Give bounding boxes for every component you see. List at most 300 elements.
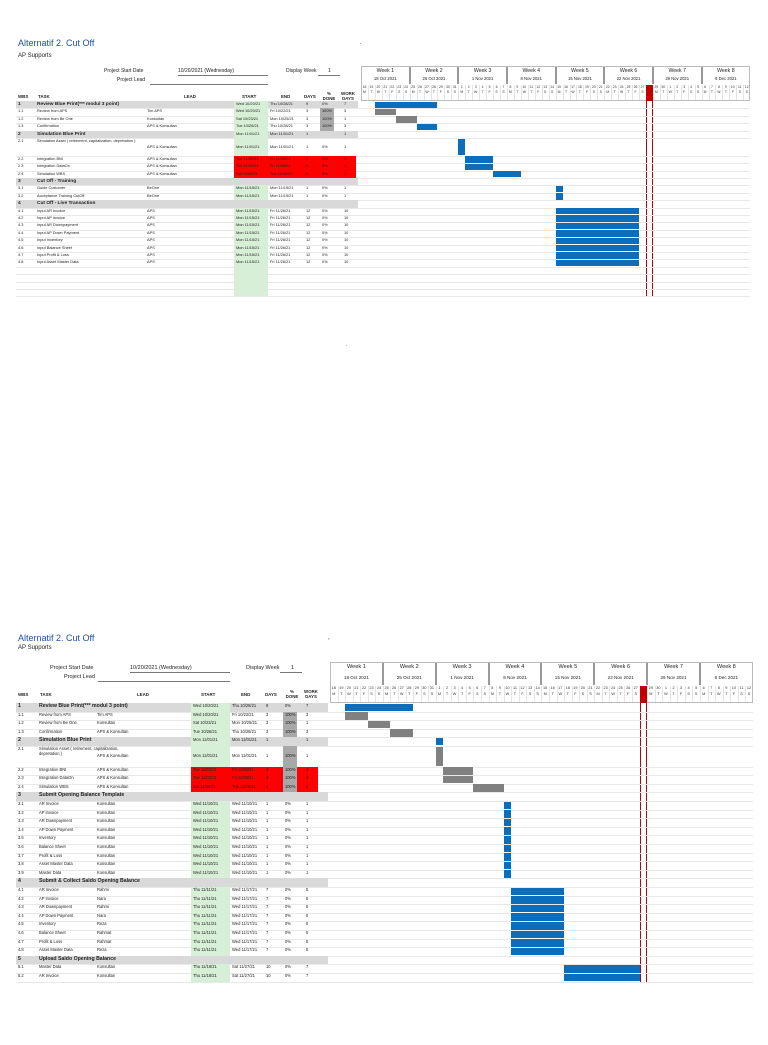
workdays-cell: 3 — [306, 728, 309, 734]
gantt-bar[interactable] — [473, 784, 503, 792]
day-letter: F — [488, 90, 491, 95]
day-number: 12 — [744, 85, 749, 89]
gantt-bar[interactable] — [511, 905, 564, 913]
pct-cell: 0% — [322, 214, 328, 220]
start-cell: Mon 11/01/21 — [236, 130, 260, 136]
task-name[interactable]: Balance Sheet — [39, 844, 66, 850]
day-letter: S — [423, 691, 426, 696]
week-name: Week 8 — [716, 664, 736, 670]
week-underline — [280, 672, 302, 673]
gantt-bar[interactable] — [511, 913, 564, 921]
week-name: Week 6 — [611, 664, 631, 670]
gantt-bar[interactable] — [511, 931, 564, 939]
days-cell: 1 — [266, 809, 269, 815]
task-name[interactable]: Integration DataOn — [39, 775, 74, 781]
day-number: 6 — [704, 85, 706, 89]
task-name[interactable]: Input AP Down Payment — [37, 229, 80, 235]
col-lead: LEAD — [184, 94, 196, 99]
gantt-bar[interactable] — [443, 767, 473, 775]
row-divider — [16, 274, 750, 275]
start-cell: Thu 11/11/21 — [193, 921, 217, 927]
gantt-bar[interactable] — [458, 139, 465, 156]
day-letter: T — [370, 90, 373, 95]
pct-cell: 0% — [285, 801, 291, 807]
days-cell: 3 — [306, 115, 309, 121]
day-letter: M — [411, 90, 415, 95]
lead-cell: Nara — [97, 912, 106, 918]
gantt-bar[interactable] — [504, 827, 512, 835]
task-name[interactable]: Input Profit & Loss — [37, 251, 69, 257]
lead-cell: APS & Konsultan — [97, 775, 129, 781]
start-cell: Mon 11/15/21 — [236, 229, 260, 235]
workdays-cell: 1 — [306, 818, 309, 824]
day-number: 5 — [488, 85, 491, 89]
start-cell: Wed 11/10/21 — [193, 852, 219, 858]
days-cell: 3 — [306, 108, 309, 114]
day-number: 28 — [407, 686, 412, 690]
day-letter: S — [446, 90, 449, 95]
task-name[interactable]: Integration BNI — [39, 766, 67, 772]
day-letter: M — [363, 90, 366, 95]
day-letter: S — [398, 90, 401, 95]
lead-cell: Tim APS — [97, 711, 113, 717]
day-letter: M — [508, 90, 512, 95]
sheet-subtitle: AP Supports — [18, 645, 52, 651]
wbs-cell: 3 — [18, 792, 21, 799]
day-letter: F — [415, 691, 418, 696]
workdays-cell: 1 — [306, 835, 309, 841]
task-name[interactable]: AP Invoice — [39, 809, 59, 815]
start-cell: Thu 11/11/21 — [193, 887, 217, 893]
day-letter: W — [474, 90, 478, 95]
wbs-cell: 4.3 — [18, 222, 24, 228]
task-name[interactable]: Profit & Loss — [39, 938, 63, 944]
lead-cell: APS & Konsultan — [97, 728, 129, 734]
wbs-cell: 3.6 — [18, 844, 24, 850]
days-cell: 1 — [266, 835, 269, 841]
task-name[interactable]: Master Data — [39, 869, 62, 875]
workdays-cell: 7 — [306, 973, 309, 979]
day-number: 8 — [717, 85, 720, 89]
day-number: 23 — [397, 85, 402, 89]
task-name[interactable]: Input Balance Sheet — [37, 244, 73, 250]
day-letter: T — [460, 691, 464, 696]
gantt-bar[interactable] — [511, 888, 564, 896]
day-number: 8 — [509, 85, 512, 89]
col-days: DAYS — [304, 94, 316, 99]
pct-cell: 100% — [322, 115, 332, 121]
gantt-bar[interactable] — [375, 102, 438, 108]
task-name[interactable]: Guide Customer — [37, 185, 66, 191]
task-name[interactable]: Review from Be One — [37, 115, 73, 121]
gantt-bar[interactable] — [504, 819, 512, 827]
task-name[interactable]: Input Asset Master Data — [37, 259, 79, 265]
gantt-bar[interactable] — [511, 896, 564, 904]
day-letter: F — [732, 691, 736, 696]
task-name[interactable]: Input AP Invoice — [37, 214, 66, 220]
day-letter: F — [634, 90, 637, 95]
lead-cell: Konsultan — [97, 844, 116, 850]
task-name[interactable]: Input AR Invoice — [37, 207, 66, 213]
day-letter: S — [696, 90, 700, 95]
gantt-bar[interactable] — [345, 712, 368, 720]
task-name[interactable]: AR Invoice — [39, 973, 59, 979]
day-letter: W — [664, 691, 668, 696]
day-number: 23 — [603, 686, 608, 690]
wbs-cell: 2.2 — [18, 155, 24, 161]
gantt-bar[interactable] — [504, 862, 512, 870]
task-name[interactable]: Integration DataOn — [37, 163, 70, 169]
start-fill — [234, 267, 268, 274]
gantt-bar[interactable] — [564, 965, 640, 973]
display-week-value[interactable]: 1 — [291, 665, 295, 671]
day-letter: T — [710, 691, 713, 696]
pct-cell: 0% — [322, 259, 328, 265]
gantt-bar[interactable] — [396, 116, 417, 122]
task-name[interactable]: Cut Off - Live Transaction — [37, 201, 96, 207]
days-cell: 12 — [306, 259, 311, 265]
day-letter: T — [627, 90, 630, 95]
day-letter: S — [483, 691, 487, 696]
days-cell: 4 — [306, 163, 309, 169]
gantt-bar[interactable] — [556, 223, 639, 229]
week-date: 25 Oct 2021 — [396, 674, 422, 680]
day-number: 21 — [598, 85, 603, 89]
trailing-mark: . — [346, 342, 348, 348]
lead-cell: Konsultan — [97, 852, 116, 858]
day-letter: S — [475, 691, 479, 696]
week-date: 18 Oct 2021 — [343, 674, 369, 680]
start-cell: Thu 11/11/21 — [193, 912, 217, 918]
start-cell: Tue 11/02/21 — [236, 155, 259, 161]
days-cell: 12 — [306, 251, 311, 257]
lead-cell: APS — [147, 214, 155, 220]
day-letter: F — [362, 691, 366, 696]
gantt-bar[interactable] — [436, 747, 444, 767]
day-letter: T — [604, 691, 607, 696]
day-letter: T — [513, 691, 517, 696]
end-cell: Mon 10/25/21 — [232, 720, 258, 726]
days-cell: 4 — [306, 170, 309, 176]
display-week-value[interactable]: 1 — [328, 68, 331, 74]
day-number: 10 — [505, 686, 510, 690]
task-name[interactable]: Review Blue Print(*** modul 3 point) — [37, 102, 120, 107]
start-cell: Sat 11/06/21 — [193, 783, 216, 789]
task-name[interactable]: AR Invoice — [39, 801, 59, 807]
days-cell: 7 — [266, 887, 269, 893]
project-lead-label: Project Lead — [64, 674, 95, 680]
wbs-cell: 5.2 — [18, 973, 24, 979]
gantt-bar[interactable] — [436, 738, 444, 746]
week-name: Week 1 — [346, 664, 366, 670]
task-name[interactable]: Simulation Blue Print — [39, 737, 92, 744]
lead-cell: APS — [147, 237, 155, 243]
task-name[interactable]: Integration BNI — [37, 155, 63, 161]
task-name[interactable]: Master Data — [39, 964, 62, 970]
lead-cell: APS — [147, 251, 155, 257]
end-cell: Fri 10/22/21 — [270, 108, 291, 114]
day-letter: S — [377, 691, 381, 696]
task-name[interactable]: Submit & Collect Saldo Opening Balance — [39, 878, 140, 885]
week-name: Week 3 — [473, 68, 492, 74]
col-end: END — [281, 94, 291, 99]
start-cell: Wed 11/10/21 — [193, 818, 219, 824]
lead-cell: APS & Konsultan — [147, 143, 177, 149]
day-letter: M — [332, 691, 336, 696]
day-letter: S — [550, 90, 554, 95]
end-cell: Fri 11/26/21 — [270, 229, 291, 235]
wbs-cell: 1.1 — [18, 108, 24, 114]
pct-cell: 0% — [285, 703, 291, 708]
task-name[interactable]: AP Down Payment — [39, 912, 74, 918]
day-letter: F — [537, 90, 540, 95]
gantt-bar[interactable] — [504, 870, 512, 878]
end-cell: Fri 11/05/21 — [270, 163, 291, 169]
task-name[interactable]: Simulation Blue Print — [37, 131, 86, 137]
gantt-bar[interactable] — [556, 252, 639, 258]
wbs-cell: 4.8 — [18, 947, 24, 953]
lead-cell: Nara — [97, 895, 106, 901]
day-letter: S — [589, 691, 592, 696]
gantt-bar[interactable] — [390, 729, 413, 737]
week-date: 1 Nov 2021 — [471, 76, 494, 81]
task-name[interactable]: AP Down Payment — [39, 826, 74, 832]
day-letter: M — [385, 691, 389, 696]
workdays-cell: 10 — [344, 237, 349, 243]
day-number: 15 — [543, 686, 548, 690]
day-number: 26 — [418, 85, 422, 89]
workdays-cell: 1 — [306, 809, 309, 815]
day-letter: T — [676, 90, 679, 95]
pct-cell: 0% — [322, 192, 328, 198]
gantt-bar[interactable] — [556, 193, 563, 199]
pct-cell: 0% — [285, 912, 291, 918]
days-cell: 4 — [266, 766, 269, 772]
task-name[interactable]: Balance Sheet — [39, 930, 66, 936]
gantt-bar[interactable] — [556, 208, 639, 214]
col-work: WORK DAYS — [304, 689, 318, 699]
day-number: 28 — [432, 85, 436, 89]
day-letter: W — [620, 90, 624, 95]
wbs-cell: 4.2 — [18, 895, 24, 901]
task-name[interactable]: Asset Master Data — [39, 861, 73, 867]
end-cell: Wed 11/10/21 — [232, 869, 258, 875]
gantt-bar[interactable] — [417, 124, 438, 130]
day-number: 4 — [481, 85, 484, 89]
end-cell: Wed 11/10/21 — [232, 844, 258, 850]
start-cell: Wed 11/10/21 — [193, 869, 219, 875]
day-number: 9 — [724, 85, 727, 89]
task-name[interactable]: Review from APS — [37, 108, 68, 114]
week-name: Week 2 — [399, 664, 419, 670]
day-letter: S — [634, 691, 638, 696]
day-number: 26 — [626, 686, 631, 690]
workdays-cell: 2 — [306, 783, 309, 789]
week-name: Week 5 — [558, 664, 578, 670]
pct-cell: 0% — [285, 895, 291, 901]
end-cell: Fri 11/26/21 — [270, 251, 291, 257]
start-cell: Mon 11/15/21 — [236, 214, 260, 220]
gantt-bar[interactable] — [504, 836, 512, 844]
project-start-value[interactable]: 10/20/2021 (Wednesday) — [178, 68, 235, 74]
workdays-cell: 1 — [306, 737, 309, 743]
day-letter: S — [592, 90, 595, 95]
gantt-bar[interactable] — [345, 704, 413, 712]
workdays-cell: 4 — [344, 155, 347, 161]
day-letter: T — [564, 90, 568, 95]
start-cell: Thu 11/11/21 — [193, 938, 217, 944]
day-number: 18 — [578, 85, 582, 89]
week-date: 15 Nov 2021 — [554, 674, 581, 680]
gantt-bar[interactable] — [511, 939, 564, 947]
day-number: 13 — [543, 85, 548, 89]
week-date: 22 Nov 2021 — [616, 76, 641, 81]
pct-cell: 0% — [285, 930, 291, 936]
task-name[interactable]: Asset Master Data — [39, 947, 73, 953]
start-cell: Tue 11/02/21 — [236, 163, 259, 169]
day-letter: W — [668, 90, 672, 95]
start-cell: Thu 11/11/21 — [193, 895, 217, 901]
workdays-cell: 10 — [344, 222, 349, 228]
week-name: Week 5 — [571, 68, 589, 74]
day-letter: W — [452, 691, 457, 696]
day-letter: S — [581, 691, 585, 696]
day-number: 12 — [746, 686, 752, 690]
wbs-cell: 3.2 — [18, 192, 24, 198]
day-number: 2 — [445, 686, 449, 690]
lead-cell: APS & Konsultan — [147, 123, 177, 129]
start-cell: Mon 11/15/21 — [236, 259, 260, 265]
task-name[interactable]: Submit Opening Balance Template — [39, 792, 125, 799]
day-letter: S — [502, 90, 505, 95]
gantt-bar[interactable] — [504, 845, 512, 853]
day-number: 21 — [383, 85, 388, 89]
task-name[interactable]: Inventory — [39, 921, 56, 927]
row-divider — [16, 282, 750, 283]
day-number: 4 — [687, 686, 690, 690]
task-name[interactable]: Input Inventory — [37, 237, 63, 243]
day-number: 11 — [738, 85, 742, 89]
task-name[interactable]: Simulation Asset ( retirement, capitalization, depretation ) — [39, 746, 119, 756]
days-cell: 10 — [266, 964, 271, 970]
gantt-bar[interactable] — [504, 802, 512, 810]
day-number: 8 — [717, 686, 720, 690]
gantt-bar[interactable] — [556, 238, 639, 244]
task-name[interactable]: Review from APS — [39, 711, 71, 717]
task-name[interactable]: Review from Be One — [39, 720, 77, 726]
day-letter: S — [689, 90, 693, 95]
lead-underline — [150, 84, 268, 85]
start-cell: Mon 11/15/21 — [236, 244, 260, 250]
pct-cell: 0% — [285, 904, 291, 910]
day-number: 27 — [640, 85, 645, 89]
task-name[interactable]: Simulation WBS — [37, 170, 66, 176]
task-name[interactable]: Upload Saldo Opening Balance — [39, 955, 116, 962]
week-date: 6 Dec 2021 — [714, 674, 739, 680]
day-letter: F — [468, 691, 471, 696]
day-number: 22 — [361, 686, 367, 690]
gantt-bar[interactable] — [556, 215, 639, 221]
pct-cell: 100% — [285, 728, 296, 734]
gantt-bar[interactable] — [511, 948, 564, 956]
end-cell: Wed 11/10/21 — [232, 835, 258, 841]
gantt-bar[interactable] — [493, 171, 521, 177]
lead-cell: APS — [147, 259, 155, 265]
gantt-bar[interactable] — [443, 776, 473, 784]
task-name[interactable]: Confirmation — [39, 728, 63, 734]
task-name[interactable]: Simulation Asset ( retirement, capitalization, depretation ) — [37, 138, 136, 143]
gantt-bar[interactable] — [465, 156, 493, 162]
day-letter: M — [543, 691, 547, 696]
task-name[interactable]: AP Invoice — [39, 895, 59, 901]
task-name[interactable]: Inventory — [39, 835, 56, 841]
gantt-bar[interactable] — [504, 810, 512, 818]
day-letter: W — [558, 691, 563, 696]
task-name[interactable]: Input AR Downpayment — [37, 222, 78, 228]
days-cell: 3 — [266, 720, 269, 726]
task-name[interactable]: Review Blue Print(*** modul 3 point) — [39, 703, 128, 709]
day-number: 29 — [648, 686, 653, 690]
pct-cell: 0% — [285, 835, 291, 841]
lead-cell: Konsultan — [97, 818, 116, 824]
workdays-cell: 10 — [344, 251, 349, 257]
task-name[interactable]: Simulation WBS — [39, 783, 69, 789]
task-name[interactable]: Acceptance Training CutOff — [37, 192, 85, 198]
pct-cell: 0% — [322, 170, 328, 176]
pct-cell: 100% — [285, 783, 296, 789]
col-lead: LEAD — [137, 692, 149, 697]
display-week-label: Display Week — [286, 68, 317, 74]
days-cell: 12 — [306, 214, 311, 220]
gantt-bar[interactable] — [556, 260, 639, 266]
workdays-cell: 10 — [344, 207, 349, 213]
lead-cell: Konsultan — [97, 973, 116, 979]
gantt-bar[interactable] — [368, 721, 391, 729]
project-start-label: Project Start Date — [50, 665, 94, 671]
gantt-bar[interactable] — [511, 922, 564, 930]
task-name[interactable]: AR Downpayment — [39, 818, 72, 824]
day-number: 23 — [612, 85, 617, 89]
gantt-bar[interactable] — [564, 974, 640, 982]
display-week-label: Display Week — [246, 665, 280, 671]
days-cell: 1 — [266, 801, 269, 807]
start-cell: Tue 11/02/21 — [193, 766, 217, 772]
gantt-bar[interactable] — [556, 245, 639, 251]
pct-cell: 100% — [285, 775, 296, 781]
task-name[interactable]: Cut Off - Training — [37, 178, 77, 184]
day-letter: T — [408, 691, 411, 696]
gantt-bar[interactable] — [504, 853, 512, 861]
days-cell: 12 — [306, 207, 311, 213]
lead-cell: Konsultan — [97, 835, 116, 841]
task-name[interactable]: AR Downpayment — [39, 904, 72, 910]
gantt-bar[interactable] — [556, 186, 563, 192]
week-date: 25 Oct 2021 — [422, 76, 446, 81]
gantt-bar[interactable] — [556, 230, 639, 236]
wbs-cell: 4 — [18, 878, 21, 885]
gantt-bar[interactable] — [375, 109, 396, 115]
day-number: 4 — [461, 686, 464, 690]
task-name[interactable]: Confirmation — [37, 123, 60, 129]
gantt-bar[interactable] — [465, 164, 493, 170]
task-name[interactable]: Profit & Loss — [39, 852, 63, 858]
end-cell: Fri 11/05/21 — [270, 155, 291, 161]
days-cell: 1 — [266, 752, 269, 758]
days-cell: 7 — [266, 921, 269, 927]
task-name[interactable]: AR Invoice — [39, 887, 59, 893]
project-start-value[interactable]: 10/20/2021 (Wednesday) — [130, 665, 192, 671]
pct-cell: 0% — [322, 163, 328, 169]
